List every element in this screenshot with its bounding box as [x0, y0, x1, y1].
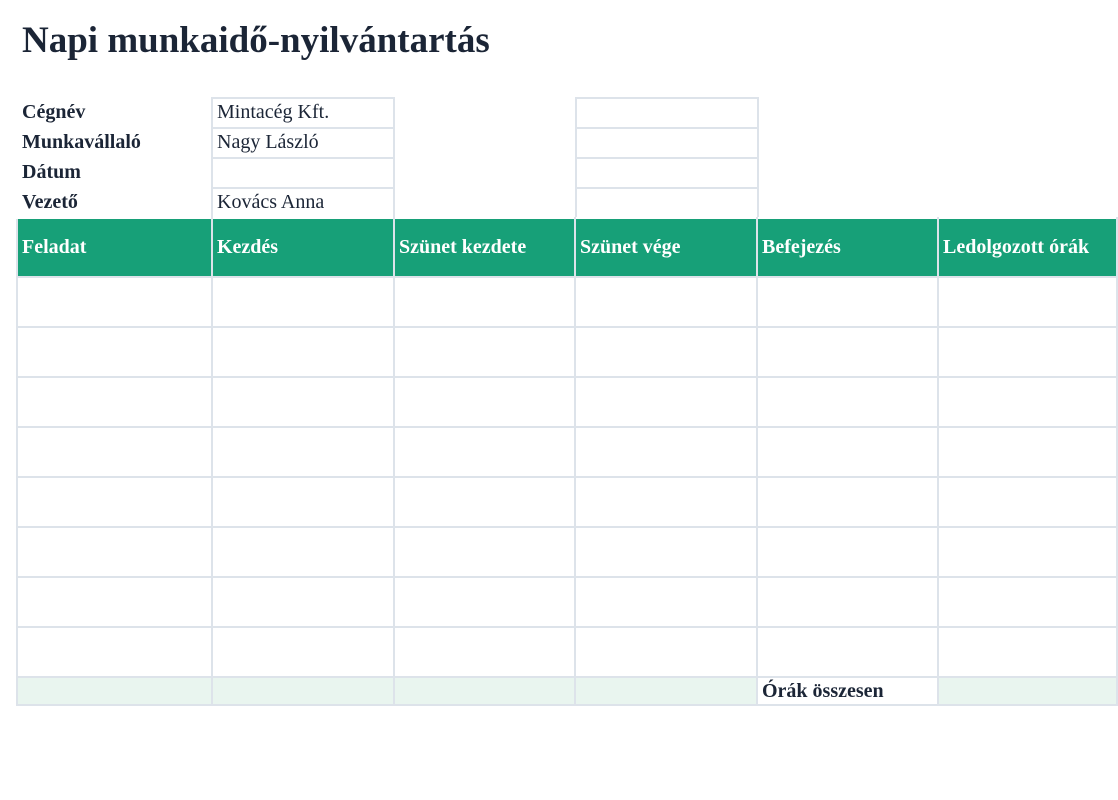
table-cell[interactable]: [938, 477, 1117, 527]
table-cell[interactable]: [575, 427, 757, 477]
table-cell[interactable]: [575, 327, 757, 377]
table-cell[interactable]: [17, 477, 212, 527]
aux-cell[interactable]: [575, 157, 759, 189]
table-cell[interactable]: [938, 377, 1117, 427]
total-hours-label: Órák összesen: [757, 677, 938, 705]
total-row-cell: [17, 677, 212, 705]
column-header-break-end: Szünet vége: [575, 218, 757, 277]
table-cell[interactable]: [938, 327, 1117, 377]
table-row: [17, 277, 1117, 327]
aux-cell[interactable]: [575, 127, 759, 159]
table-cell[interactable]: [212, 477, 394, 527]
table-cell[interactable]: [757, 577, 938, 627]
table-cell[interactable]: [394, 277, 575, 327]
table-cell[interactable]: [938, 577, 1117, 627]
table-cell[interactable]: [757, 477, 938, 527]
table-row: [17, 427, 1117, 477]
table-row: [17, 527, 1117, 577]
table-cell[interactable]: [394, 477, 575, 527]
company-label: Cégnév: [22, 101, 86, 123]
table-cell[interactable]: [212, 277, 394, 327]
table-cell[interactable]: [394, 377, 575, 427]
table-cell[interactable]: [938, 627, 1117, 677]
header-row: [17, 218, 1117, 277]
column-header-task: Feladat: [17, 218, 212, 277]
table-cell[interactable]: [575, 477, 757, 527]
date-field[interactable]: [211, 157, 395, 189]
date-label: Dátum: [22, 161, 81, 183]
table-cell[interactable]: [938, 277, 1117, 327]
table-cell[interactable]: [938, 527, 1117, 577]
aux-cell[interactable]: [575, 187, 759, 219]
table-row: [17, 627, 1117, 677]
table-cell[interactable]: [394, 427, 575, 477]
total-row-cell: [212, 677, 394, 705]
table-cell[interactable]: [394, 527, 575, 577]
table-cell[interactable]: [757, 277, 938, 327]
employee-field[interactable]: Nagy László: [211, 127, 395, 159]
table-cell[interactable]: [17, 627, 212, 677]
table-cell[interactable]: [17, 427, 212, 477]
table-cell[interactable]: [757, 377, 938, 427]
table-cell[interactable]: [757, 327, 938, 377]
aux-cell[interactable]: [575, 97, 759, 129]
total-row: [17, 677, 1117, 705]
table-row: [17, 577, 1117, 627]
table-cell[interactable]: [17, 527, 212, 577]
manager-field[interactable]: Kovács Anna: [211, 187, 395, 219]
table-cell[interactable]: [394, 627, 575, 677]
table-cell[interactable]: [17, 577, 212, 627]
company-field[interactable]: Mintacég Kft.: [211, 97, 395, 129]
table-cell[interactable]: [757, 527, 938, 577]
table-cell[interactable]: [17, 377, 212, 427]
table-cell[interactable]: [575, 577, 757, 627]
time-table: [16, 217, 1118, 706]
table-cell[interactable]: [575, 627, 757, 677]
table-cell[interactable]: [757, 427, 938, 477]
table-cell[interactable]: [212, 327, 394, 377]
table-cell[interactable]: [575, 527, 757, 577]
manager-label: Vezető: [22, 191, 78, 213]
table-cell[interactable]: [575, 377, 757, 427]
table-cell[interactable]: [757, 627, 938, 677]
total-row-cell: [575, 677, 757, 705]
table-cell[interactable]: [212, 427, 394, 477]
table-cell[interactable]: [212, 377, 394, 427]
table-cell[interactable]: [17, 277, 212, 327]
table-cell[interactable]: [938, 427, 1117, 477]
column-header-start: Kezdés: [212, 218, 394, 277]
column-header-end: Befejezés: [757, 218, 938, 277]
total-row-cell: [394, 677, 575, 705]
employee-label: Munkavállaló: [22, 131, 141, 153]
table-cell[interactable]: [394, 327, 575, 377]
total-hours-value[interactable]: [938, 677, 1117, 705]
table-cell[interactable]: [575, 277, 757, 327]
table-row: [17, 327, 1117, 377]
table-cell[interactable]: [212, 627, 394, 677]
column-header-hours-worked: Ledolgozott órák: [938, 218, 1117, 277]
column-header-break-start: Szünet kezdete: [394, 218, 575, 277]
table-cell[interactable]: [17, 327, 212, 377]
table-cell[interactable]: [212, 577, 394, 627]
table-row: [17, 377, 1117, 427]
table-cell[interactable]: [212, 527, 394, 577]
table-row: [17, 477, 1117, 527]
page-title: Napi munkaidő-nyilvántartás: [22, 20, 490, 61]
table-cell[interactable]: [394, 577, 575, 627]
